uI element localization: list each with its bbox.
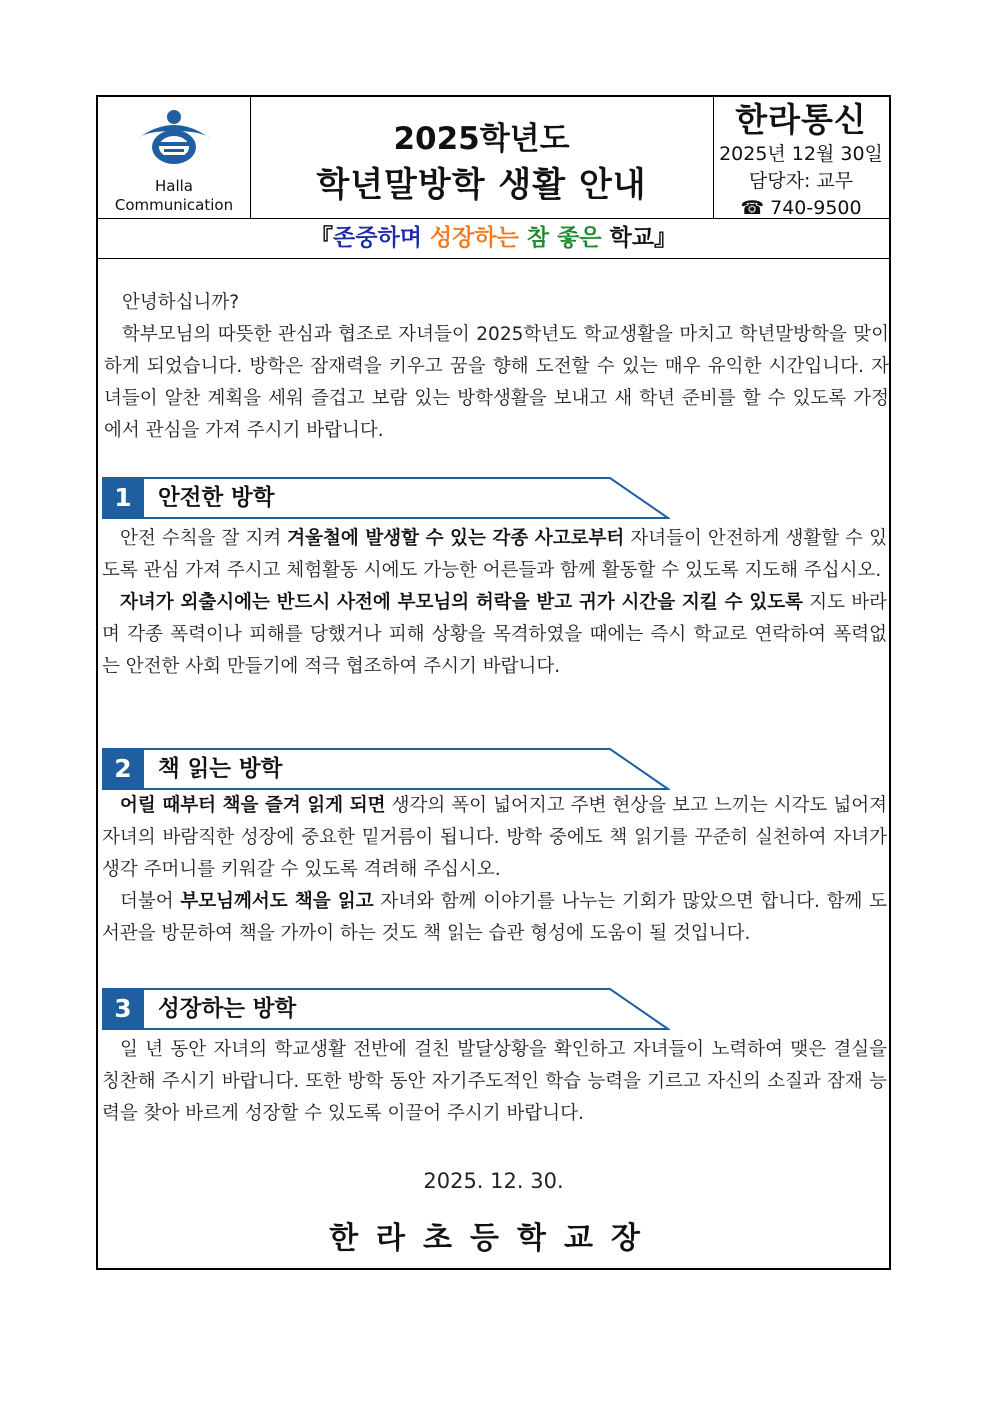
principal-signature: 한라초등학교장 [329,1221,658,1256]
newsletter-frame [96,95,891,1270]
motto-good: 좋은 [557,225,602,251]
text-span: 자녀들이 안전하게 생활할 수 있도록 관심 가져 주시고 체험활동 시에도 가능한 어른들과 함께 활동할 수 있도록 지도해 주십시오. [102,528,887,581]
motto-respect: 존중하며 [333,225,422,251]
motto-growth: 성장하는 [429,225,519,251]
text-span: 지도 바라며 각종 폭력이나 피해를 당했거나 피해 상황을 목격하였을 때에는 즉시 학교로 연락하여 폭력없는 안전한 사회 만들기에 적극 협조하여 주시기 바랍니다. [102,592,887,677]
motto-close: 』 [653,225,677,251]
intro-paragraph: 학부모님의 따뜻한 관심과 협조로 자녀들이 2025학년도 학교생활을 마치고 학년말방학을 맞이하게 되었습니다. 방학은 잠재력을 키우고 꿈을 향해 도전할 수 있는 매우 유익한 시간입니다. 자녀들이 알찬 계획을 세워 즐겁고 보람 있는 방학생활을 보내고 새 학년 준비를 할 수 있도록 가정에서 관심을 가져 주시기 바랍니다. [104,324,889,441]
section-number: 1 [102,477,144,519]
bold-text: 자녀가 외출시에는 반드시 사전에 부모님의 허락을 받고 귀가 시간을 지킬 수 있도록 [120,592,803,613]
newsletter-brand: 한라통신 [735,100,867,139]
school-logo-icon [131,109,217,175]
section-safety [102,477,887,683]
logo-text [98,177,250,215]
logo-cell [98,97,251,218]
section-number: 3 [102,988,144,1030]
title-year: 2025학년도 [393,121,570,157]
logo-text-communication: Communication [114,196,234,214]
greeting: 안녕하십니까? [122,292,240,313]
motto-open: 『 [310,225,334,251]
section-paragraph [102,790,887,886]
footer-date: 2025. 12. 30. [423,1169,564,1193]
issue-date: 2025년 12월 30일 [719,143,883,165]
logo-text-halla: Halla [155,177,193,195]
section-paragraph [102,587,887,683]
phone-number: 740-9500 [770,197,862,219]
text-span: 자녀와 함께 이야기를 나누는 기회가 많았으면 합니다. 함께 도서관을 방문하여 책을 가까이 하는 것도 책 읽는 습관 형성에 도움이 될 것입니다. [102,891,887,944]
text-span: 생각의 폭이 넓어지고 주변 현상을 보고 느끼는 시각도 넓어져 자녀의 바람직한 성장에 중요한 밑거름이 됩니다. 방학 중에도 책 읽기를 꾸준히 실천하여 자녀가 생각 주머니를 키워갈 수 있도록 격려해 주십시오. [102,795,887,880]
bold-text: 겨울철에 발생할 수 있는 각종 사고로부터 [287,528,625,549]
page-title: 학년말방학 생활 안내 [316,165,647,205]
contact-person: 담당자: 교무 [748,170,854,192]
motto-true: 참 [526,225,550,251]
header [98,97,889,219]
section-header [102,748,670,790]
bold-text: 부모님께서도 책을 읽고 [180,891,374,912]
info-cell [713,97,889,218]
text-span: 더불어 [120,891,181,912]
section-growth [102,988,887,1130]
text-span: 안전 수칙을 잘 지켜 [120,528,288,549]
section-title: 성장하는 방학 [158,996,297,1022]
section-paragraph [102,886,887,950]
bold-text: 어릴 때부터 책을 즐겨 읽게 되면 [120,795,386,816]
section-header [102,477,670,519]
school-motto [98,218,889,259]
phone-icon: ☎ [740,197,765,219]
section-number: 2 [102,748,144,790]
intro-block [104,287,889,447]
section-paragraph [102,523,887,587]
title-cell [250,97,714,218]
section-paragraph: 일 년 동안 자녀의 학교생활 전반에 걸친 발달상황을 확인하고 자녀들이 노력하여 맺은 결실을 칭찬해 주시기 바랍니다. 또한 방학 동안 자기주도적인 학습 능력을 기르고 자신의 소질과 잠재 능력을 찾아 바르게 성장할 수 있도록 이끌어 주시기 바랍니다. [102,1039,887,1124]
section-title: 안전한 방학 [158,485,275,511]
section-header [102,988,670,1030]
section-reading [102,748,887,950]
motto-school: 학교 [609,225,654,251]
section-title: 책 읽는 방학 [158,756,283,782]
